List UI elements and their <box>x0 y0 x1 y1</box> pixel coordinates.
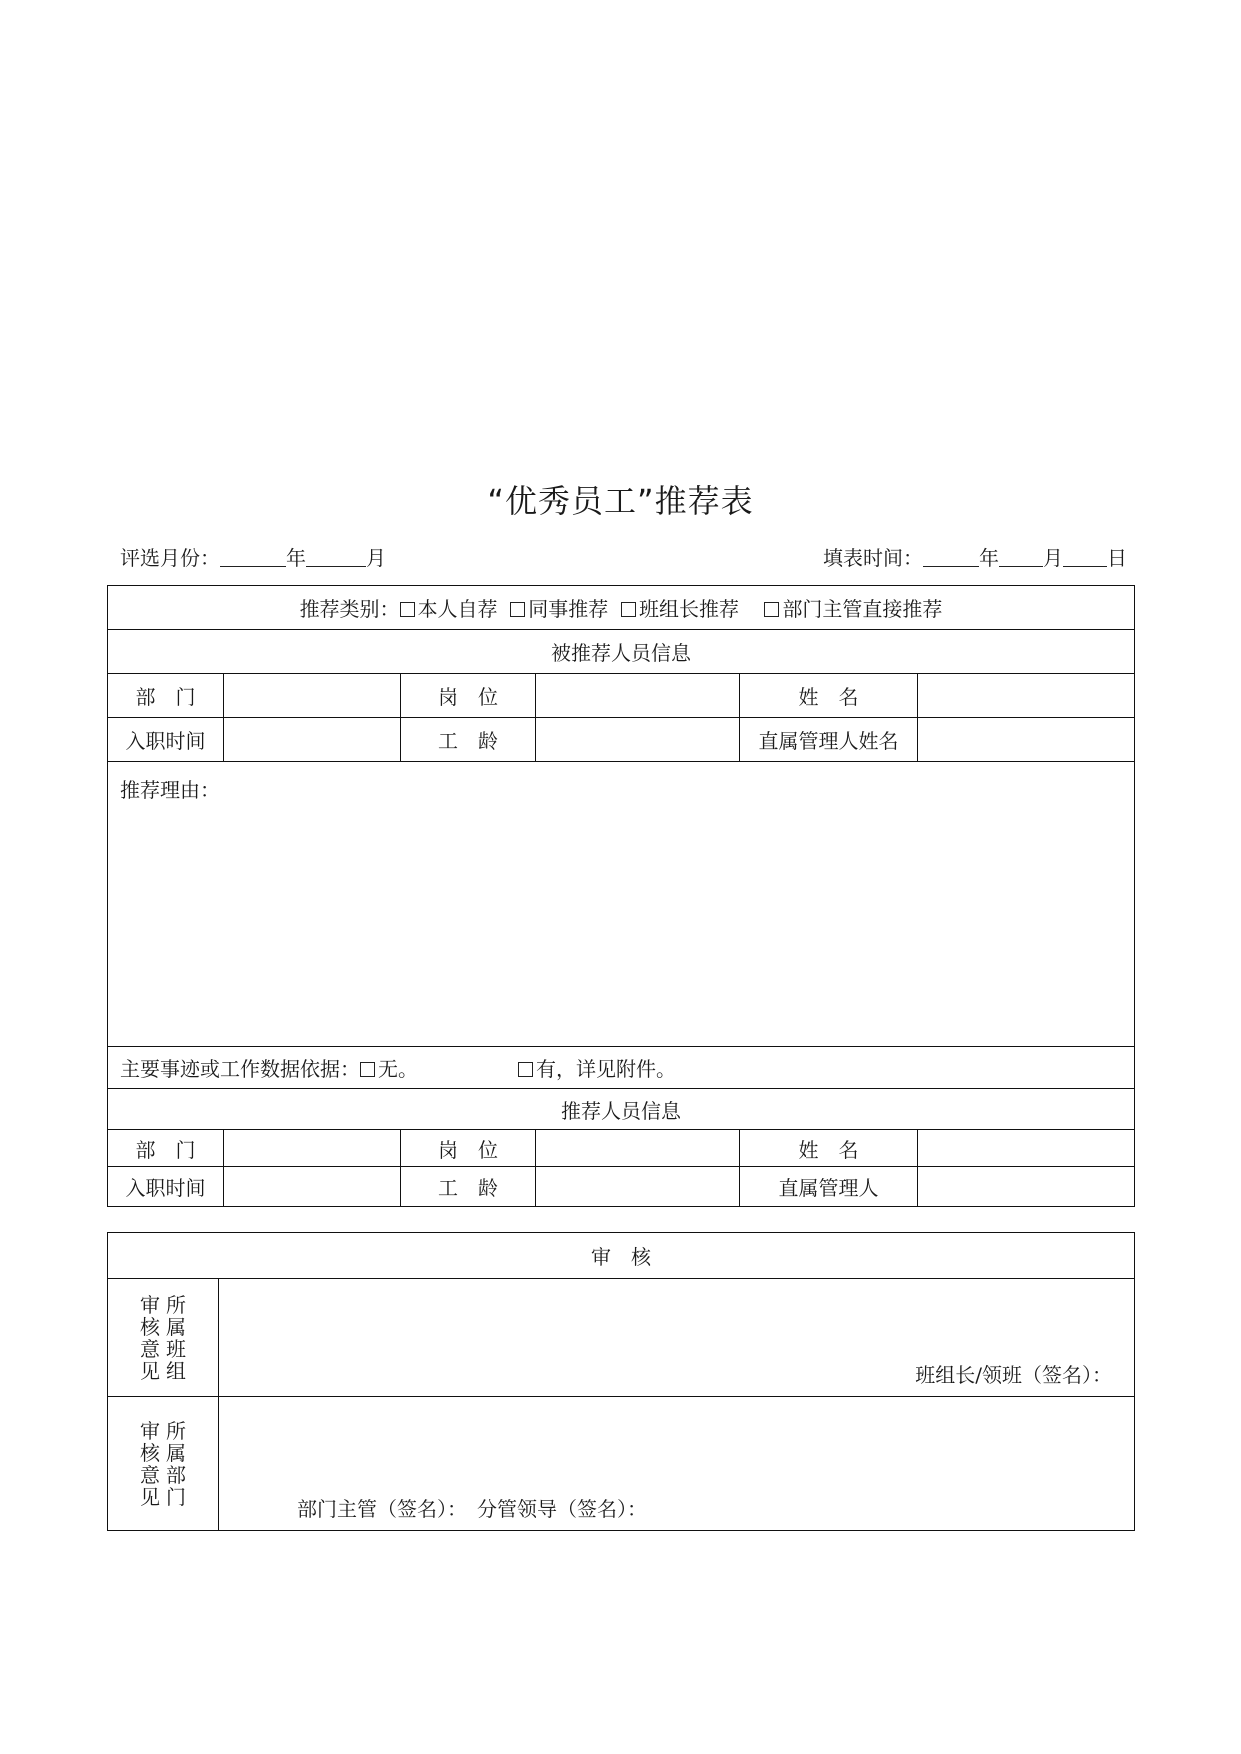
dept-label-char: 属 <box>166 1441 186 1465</box>
evidence-row <box>108 1047 1135 1089</box>
recommendation-table <box>107 585 1135 1207</box>
team-review-label <box>108 1279 219 1397</box>
option-dept-head: 部门主管直接推荐 <box>782 597 943 621</box>
team-label-char: 意 <box>140 1337 160 1361</box>
dept-review-field[interactable] <box>219 1397 1135 1531</box>
nominee-post-field[interactable] <box>536 674 740 718</box>
recommender-name-field[interactable] <box>918 1130 1135 1167</box>
nominee-seniority-field[interactable] <box>536 718 740 762</box>
recommender-dept-field[interactable] <box>224 1130 401 1167</box>
form-title: “优秀员工”推荐表 <box>487 482 754 520</box>
team-label-char: 组 <box>166 1359 186 1383</box>
nominee-manager-label: 直属管理人姓名 <box>740 718 918 762</box>
nominee-heading: 被推荐人员信息 <box>108 630 1135 674</box>
nominee-name-label: 姓 名 <box>740 674 918 718</box>
review-heading: 审 核 <box>108 1233 1135 1279</box>
reason-label: 推荐理由： <box>120 778 220 802</box>
nominee-dept-field[interactable] <box>224 674 401 718</box>
recommender-dept-label: 部 门 <box>108 1130 224 1167</box>
nominee-post-label: 岗 位 <box>401 674 536 718</box>
recommender-heading: 推荐人员信息 <box>108 1089 1135 1130</box>
recommender-post-label: 岗 位 <box>401 1130 536 1167</box>
fill-month-blank[interactable] <box>999 546 1043 567</box>
eval-month-blank[interactable] <box>306 546 366 567</box>
nominee-hire-field[interactable] <box>224 718 401 762</box>
dept-signature-label: 部门主管（签名）： 分管领导（签名）： <box>297 1497 647 1521</box>
eval-year-blank[interactable] <box>220 546 286 567</box>
team-label-char: 属 <box>166 1315 186 1339</box>
fill-time-line <box>823 542 1127 571</box>
eval-year-unit: 年 <box>286 546 306 570</box>
recommender-manager-label: 直属管理人 <box>740 1167 918 1207</box>
nominee-seniority-label: 工 龄 <box>401 718 536 762</box>
recommender-name-label: 姓 名 <box>740 1130 918 1167</box>
nominee-manager-field[interactable] <box>918 718 1135 762</box>
evidence-none: 无。 <box>378 1057 418 1081</box>
review-table <box>107 1232 1135 1531</box>
recommender-manager-field[interactable] <box>918 1167 1135 1207</box>
evidence-label: 主要事迹或工作数据依据： <box>120 1057 360 1081</box>
nominee-name-field[interactable] <box>918 674 1135 718</box>
team-label-char: 班 <box>166 1337 186 1361</box>
recommender-seniority-field[interactable] <box>536 1167 740 1207</box>
fill-month-unit: 月 <box>1043 546 1063 570</box>
team-label-char: 所 <box>166 1293 186 1317</box>
evidence-yes: 有，详见附件。 <box>536 1057 676 1081</box>
fill-day-unit: 日 <box>1107 546 1127 570</box>
recommender-hire-label: 入职时间 <box>108 1167 224 1207</box>
team-label-char: 见 <box>140 1359 160 1383</box>
checkbox-team-leader[interactable] <box>621 602 636 617</box>
team-leader-signature-label: 班组长/领班（签名）： <box>915 1363 1112 1387</box>
fill-day-blank[interactable] <box>1063 546 1107 567</box>
option-self: 本人自荐 <box>417 597 498 621</box>
dept-label-char: 核 <box>140 1441 160 1465</box>
option-colleague: 同事推荐 <box>528 597 609 621</box>
dept-label-char: 见 <box>140 1485 160 1509</box>
dept-label-char: 部 <box>166 1463 186 1487</box>
dept-label-char: 所 <box>166 1419 186 1443</box>
checkbox-dept-head[interactable] <box>764 602 779 617</box>
category-label: 推荐类别： <box>299 597 400 621</box>
dept-label-char: 意 <box>140 1463 160 1487</box>
eval-month-line <box>120 542 386 571</box>
checkbox-colleague[interactable] <box>510 602 525 617</box>
fill-year-blank[interactable] <box>923 546 979 567</box>
category-row <box>108 586 1135 630</box>
fill-year-unit: 年 <box>979 546 999 570</box>
fill-time-label: 填表时间： <box>823 546 923 570</box>
reason-field[interactable] <box>108 762 1135 1047</box>
checkbox-self[interactable] <box>400 602 415 617</box>
recommender-hire-field[interactable] <box>224 1167 401 1207</box>
nominee-dept-label: 部 门 <box>108 674 224 718</box>
team-label-char: 核 <box>140 1315 160 1339</box>
recommender-seniority-label: 工 龄 <box>401 1167 536 1207</box>
nominee-hire-label: 入职时间 <box>108 718 224 762</box>
dept-review-label <box>108 1397 219 1531</box>
team-label-char: 审 <box>140 1293 160 1317</box>
option-team-leader: 班组长推荐 <box>639 597 739 621</box>
checkbox-evidence-yes[interactable] <box>518 1062 533 1077</box>
dept-label-char: 审 <box>140 1419 160 1443</box>
team-review-field[interactable] <box>219 1279 1135 1397</box>
eval-month-unit: 月 <box>366 546 386 570</box>
recommender-post-field[interactable] <box>536 1130 740 1167</box>
eval-month-label: 评选月份： <box>120 546 220 570</box>
checkbox-evidence-none[interactable] <box>360 1062 375 1077</box>
dept-label-char: 门 <box>166 1485 186 1509</box>
